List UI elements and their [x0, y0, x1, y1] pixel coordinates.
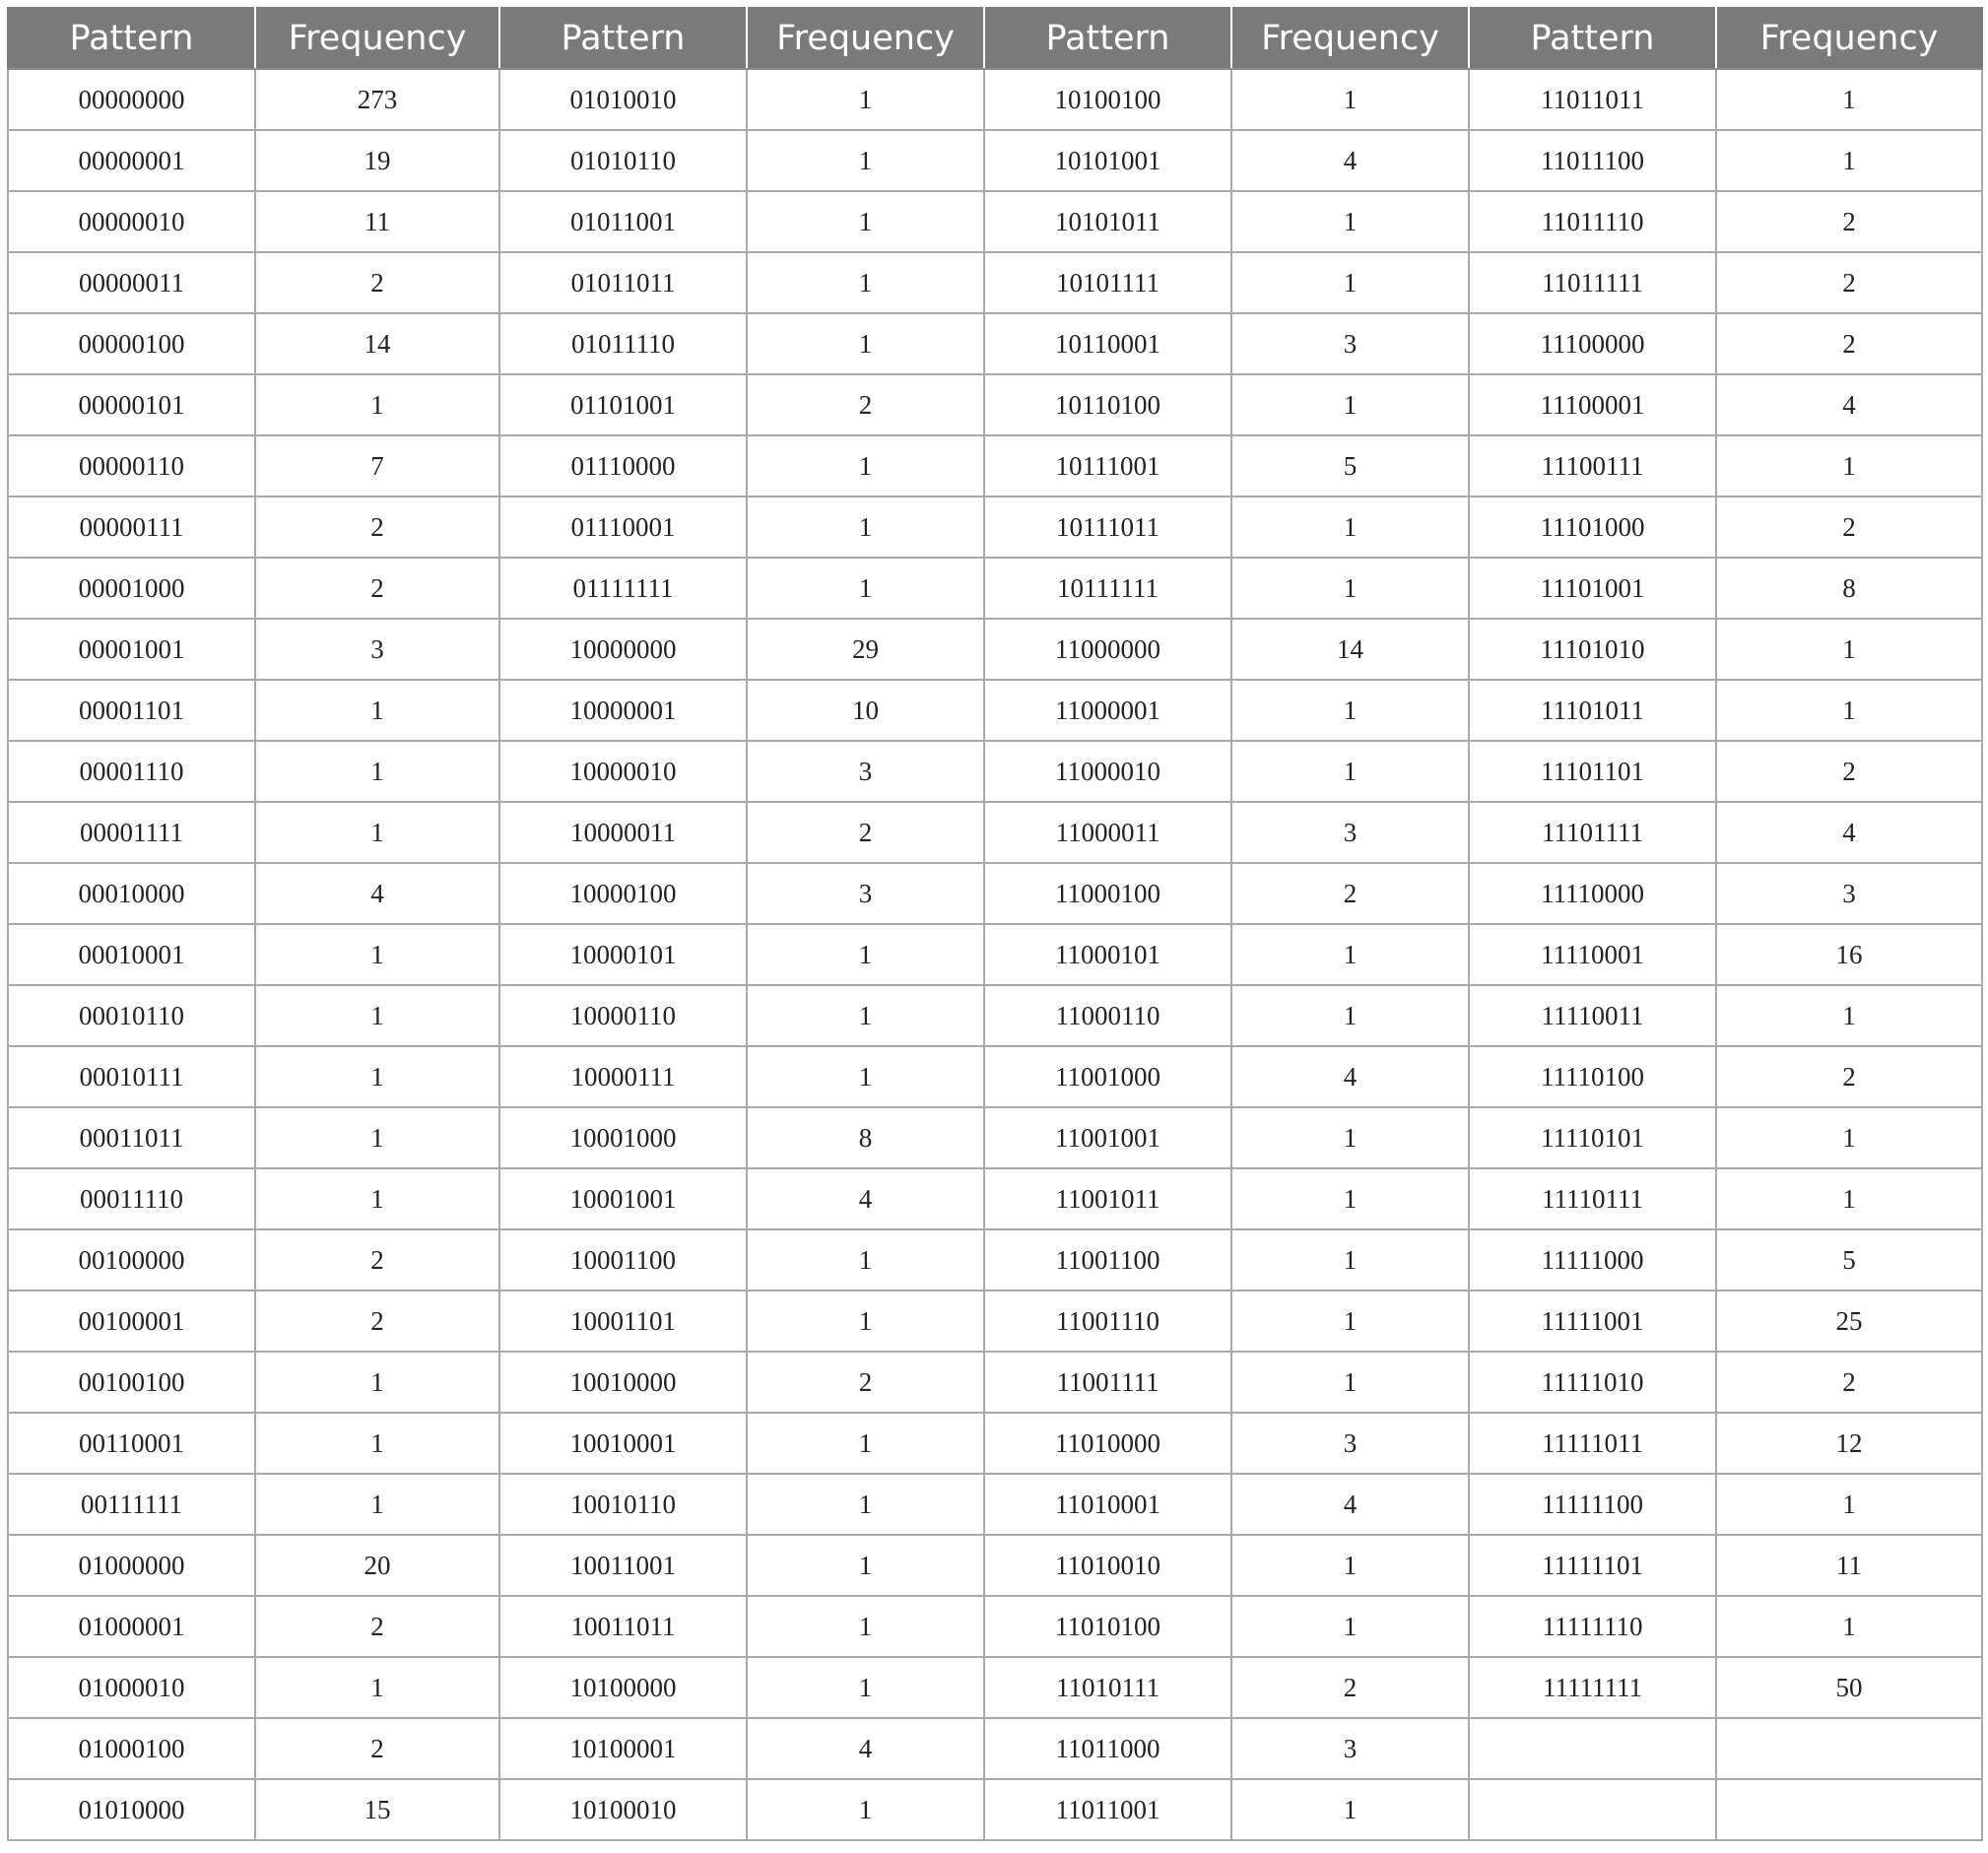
pattern-cell: 11000101 [984, 924, 1231, 985]
table-row [8, 1046, 1982, 1107]
frequency-cell: 15 [255, 1779, 499, 1840]
frequency-cell: 2 [1716, 1046, 1982, 1107]
table-row [8, 741, 1982, 802]
table-body [8, 69, 1982, 1840]
frequency-cell: 1 [747, 1657, 984, 1718]
pattern-cell: 11010100 [984, 1596, 1231, 1657]
pattern-cell: 11111101 [1469, 1535, 1716, 1596]
frequency-cell: 273 [255, 69, 499, 130]
pattern-cell: 11110111 [1469, 1168, 1716, 1229]
pattern-cell: 10001101 [499, 1290, 747, 1352]
frequency-cell: 12 [1716, 1413, 1982, 1474]
frequency-cell: 1 [747, 69, 984, 130]
pattern-cell: 00001000 [8, 558, 255, 619]
pattern-cell: 11011001 [984, 1779, 1231, 1840]
frequency-cell: 1 [255, 374, 499, 435]
pattern-cell: 11110001 [1469, 924, 1716, 985]
pattern-cell: 11100001 [1469, 374, 1716, 435]
pattern-cell: 11000000 [984, 619, 1231, 680]
pattern-cell: 11001111 [984, 1352, 1231, 1413]
table-row [8, 1779, 1982, 1840]
pattern-cell: 00011110 [8, 1168, 255, 1229]
pattern-cell: 10000001 [499, 680, 747, 741]
pattern-cell: 00010111 [8, 1046, 255, 1107]
frequency-cell: 7 [255, 435, 499, 496]
table-row [8, 924, 1982, 985]
pattern-cell: 11111010 [1469, 1352, 1716, 1413]
pattern-cell: 10101001 [984, 130, 1231, 191]
pattern-cell: 11001110 [984, 1290, 1231, 1352]
pattern-cell: 11101000 [1469, 496, 1716, 558]
frequency-cell: 1 [1231, 680, 1469, 741]
frequency-cell: 10 [747, 680, 984, 741]
frequency-cell: 2 [255, 252, 499, 313]
pattern-cell: 11000001 [984, 680, 1231, 741]
frequency-cell: 1 [1231, 558, 1469, 619]
frequency-cell: 1 [255, 802, 499, 863]
frequency-cell: 1 [1231, 1535, 1469, 1596]
pattern-cell [1469, 1779, 1716, 1840]
pattern-cell: 00001110 [8, 741, 255, 802]
frequency-cell: 16 [1716, 924, 1982, 985]
frequency-cell: 2 [747, 1352, 984, 1413]
frequency-cell: 2 [1716, 1352, 1982, 1413]
pattern-cell: 11010111 [984, 1657, 1231, 1718]
pattern-cell: 11101001 [1469, 558, 1716, 619]
table-header [8, 8, 1982, 69]
frequency-cell: 20 [255, 1535, 499, 1596]
table-row [8, 1718, 1982, 1779]
header-pattern: Pattern [984, 8, 1231, 69]
pattern-cell: 01000100 [8, 1718, 255, 1779]
frequency-cell: 1 [1231, 1168, 1469, 1229]
pattern-cell: 00111111 [8, 1474, 255, 1535]
pattern-cell: 01010000 [8, 1779, 255, 1840]
frequency-cell: 1 [747, 1046, 984, 1107]
pattern-cell: 11111111 [1469, 1657, 1716, 1718]
frequency-cell: 3 [1231, 1413, 1469, 1474]
frequency-cell: 1 [255, 1413, 499, 1474]
pattern-cell: 10010001 [499, 1413, 747, 1474]
frequency-cell: 2 [255, 1290, 499, 1352]
pattern-cell: 11010000 [984, 1413, 1231, 1474]
pattern-cell: 11011100 [1469, 130, 1716, 191]
table-row [8, 252, 1982, 313]
table-row [8, 435, 1982, 496]
frequency-cell: 1 [1716, 1596, 1982, 1657]
pattern-cell: 00011011 [8, 1107, 255, 1168]
frequency-cell: 1 [1231, 191, 1469, 252]
header-frequency: Frequency [747, 8, 984, 69]
frequency-cell: 4 [1231, 130, 1469, 191]
pattern-cell: 11111001 [1469, 1290, 1716, 1352]
frequency-cell: 1 [1716, 619, 1982, 680]
frequency-cell: 2 [255, 1596, 499, 1657]
frequency-cell: 1 [1716, 985, 1982, 1046]
frequency-cell: 2 [1716, 313, 1982, 374]
table-row [8, 1352, 1982, 1413]
frequency-cell: 1 [1231, 741, 1469, 802]
pattern-cell: 10100010 [499, 1779, 747, 1840]
frequency-cell: 29 [747, 619, 984, 680]
pattern-cell: 11110000 [1469, 863, 1716, 924]
frequency-cell: 3 [255, 619, 499, 680]
table-row [8, 1535, 1982, 1596]
pattern-cell: 10100000 [499, 1657, 747, 1718]
frequency-cell: 1 [255, 985, 499, 1046]
pattern-cell: 01111111 [499, 558, 747, 619]
frequency-cell: 2 [1716, 191, 1982, 252]
pattern-cell: 10000100 [499, 863, 747, 924]
table-row [8, 1168, 1982, 1229]
header-row [8, 8, 1982, 69]
pattern-cell [1469, 1718, 1716, 1779]
table-row [8, 558, 1982, 619]
pattern-cell: 10100100 [984, 69, 1231, 130]
frequency-cell: 1 [747, 435, 984, 496]
frequency-cell: 1 [1231, 1779, 1469, 1840]
pattern-cell: 10001001 [499, 1168, 747, 1229]
frequency-cell: 14 [1231, 619, 1469, 680]
pattern-frequency-table [7, 7, 1983, 1841]
frequency-cell: 1 [747, 558, 984, 619]
pattern-cell: 10111111 [984, 558, 1231, 619]
table-row [8, 1229, 1982, 1290]
frequency-cell [1716, 1779, 1982, 1840]
frequency-cell: 1 [1716, 69, 1982, 130]
table-row [8, 1657, 1982, 1718]
frequency-cell: 25 [1716, 1290, 1982, 1352]
frequency-cell: 1 [1231, 1352, 1469, 1413]
frequency-cell: 2 [1231, 1657, 1469, 1718]
frequency-cell: 1 [1716, 680, 1982, 741]
table-row [8, 619, 1982, 680]
header-frequency: Frequency [1716, 8, 1982, 69]
frequency-cell: 1 [255, 1168, 499, 1229]
pattern-cell: 11011110 [1469, 191, 1716, 252]
pattern-cell: 11101111 [1469, 802, 1716, 863]
pattern-cell: 11000110 [984, 985, 1231, 1046]
pattern-cell: 00000011 [8, 252, 255, 313]
frequency-cell: 3 [1231, 313, 1469, 374]
table-row [8, 313, 1982, 374]
frequency-cell: 1 [1231, 374, 1469, 435]
frequency-cell: 1 [1716, 435, 1982, 496]
frequency-cell: 3 [1716, 863, 1982, 924]
pattern-cell: 00001001 [8, 619, 255, 680]
frequency-cell [1716, 1718, 1982, 1779]
pattern-cell: 11111100 [1469, 1474, 1716, 1535]
table-row [8, 496, 1982, 558]
pattern-cell: 10111011 [984, 496, 1231, 558]
table-row [8, 680, 1982, 741]
frequency-cell: 3 [747, 741, 984, 802]
pattern-cell: 01000001 [8, 1596, 255, 1657]
frequency-cell: 8 [1716, 558, 1982, 619]
frequency-cell: 1 [1231, 1229, 1469, 1290]
pattern-cell: 00000100 [8, 313, 255, 374]
pattern-cell: 10101011 [984, 191, 1231, 252]
frequency-cell: 1 [1231, 69, 1469, 130]
pattern-cell: 11111000 [1469, 1229, 1716, 1290]
pattern-cell: 10111001 [984, 435, 1231, 496]
pattern-cell: 11000011 [984, 802, 1231, 863]
pattern-cell: 10001000 [499, 1107, 747, 1168]
pattern-cell: 11101101 [1469, 741, 1716, 802]
pattern-cell: 01000010 [8, 1657, 255, 1718]
pattern-cell: 00001111 [8, 802, 255, 863]
frequency-cell: 50 [1716, 1657, 1982, 1718]
frequency-cell: 2 [747, 374, 984, 435]
frequency-cell: 3 [747, 863, 984, 924]
pattern-cell: 10000110 [499, 985, 747, 1046]
pattern-cell: 10011011 [499, 1596, 747, 1657]
frequency-cell: 1 [1716, 1168, 1982, 1229]
header-frequency: Frequency [255, 8, 499, 69]
pattern-cell: 00100100 [8, 1352, 255, 1413]
pattern-cell: 11010010 [984, 1535, 1231, 1596]
pattern-cell: 11000100 [984, 863, 1231, 924]
pattern-cell: 01011001 [499, 191, 747, 252]
frequency-cell: 1 [255, 924, 499, 985]
frequency-cell: 1 [747, 1413, 984, 1474]
pattern-cell: 10000010 [499, 741, 747, 802]
frequency-cell: 2 [255, 496, 499, 558]
frequency-cell: 2 [1716, 496, 1982, 558]
pattern-cell: 11101011 [1469, 680, 1716, 741]
pattern-cell: 11001011 [984, 1168, 1231, 1229]
frequency-cell: 11 [255, 191, 499, 252]
frequency-cell: 1 [255, 1046, 499, 1107]
frequency-cell: 2 [255, 1718, 499, 1779]
pattern-cell: 11100111 [1469, 435, 1716, 496]
frequency-cell: 2 [1716, 252, 1982, 313]
pattern-cell: 00001101 [8, 680, 255, 741]
frequency-cell: 1 [747, 924, 984, 985]
table-row [8, 985, 1982, 1046]
pattern-cell: 10010000 [499, 1352, 747, 1413]
frequency-cell: 1 [255, 1107, 499, 1168]
frequency-cell: 1 [1231, 1290, 1469, 1352]
frequency-cell: 2 [255, 558, 499, 619]
table-row [8, 69, 1982, 130]
pattern-cell: 00000001 [8, 130, 255, 191]
pattern-cell: 10000101 [499, 924, 747, 985]
pattern-cell: 00000000 [8, 69, 255, 130]
pattern-cell: 10000111 [499, 1046, 747, 1107]
frequency-cell: 11 [1716, 1535, 1982, 1596]
table-row [8, 1474, 1982, 1535]
pattern-cell: 11001001 [984, 1107, 1231, 1168]
pattern-cell: 11111110 [1469, 1596, 1716, 1657]
frequency-cell: 1 [747, 313, 984, 374]
pattern-cell: 00000010 [8, 191, 255, 252]
pattern-cell: 11010001 [984, 1474, 1231, 1535]
pattern-cell: 00000111 [8, 496, 255, 558]
frequency-cell: 1 [747, 1229, 984, 1290]
pattern-cell: 11110100 [1469, 1046, 1716, 1107]
frequency-cell: 4 [747, 1168, 984, 1229]
pattern-cell: 00000110 [8, 435, 255, 496]
pattern-cell: 11110101 [1469, 1107, 1716, 1168]
frequency-cell: 1 [747, 130, 984, 191]
frequency-cell: 1 [255, 680, 499, 741]
header-frequency: Frequency [1231, 8, 1469, 69]
frequency-cell: 1 [747, 191, 984, 252]
frequency-cell: 1 [747, 1290, 984, 1352]
frequency-cell: 1 [1231, 924, 1469, 985]
frequency-cell: 2 [1716, 741, 1982, 802]
table-row [8, 863, 1982, 924]
frequency-cell: 4 [1231, 1046, 1469, 1107]
table-row [8, 1413, 1982, 1474]
frequency-cell: 4 [255, 863, 499, 924]
pattern-cell: 01010010 [499, 69, 747, 130]
frequency-cell: 5 [1716, 1229, 1982, 1290]
pattern-cell: 00100001 [8, 1290, 255, 1352]
pattern-cell: 01000000 [8, 1535, 255, 1596]
frequency-cell: 1 [747, 1474, 984, 1535]
frequency-cell: 1 [255, 1352, 499, 1413]
pattern-cell: 00010110 [8, 985, 255, 1046]
frequency-cell: 19 [255, 130, 499, 191]
pattern-cell: 10000000 [499, 619, 747, 680]
pattern-cell: 11001100 [984, 1229, 1231, 1290]
pattern-cell: 11000010 [984, 741, 1231, 802]
frequency-cell: 2 [255, 1229, 499, 1290]
table-row [8, 802, 1982, 863]
pattern-cell: 00010000 [8, 863, 255, 924]
frequency-cell: 1 [747, 1535, 984, 1596]
table-row [8, 374, 1982, 435]
pattern-cell: 00010001 [8, 924, 255, 985]
pattern-cell: 10110100 [984, 374, 1231, 435]
pattern-cell: 10000011 [499, 802, 747, 863]
frequency-cell: 1 [1716, 1107, 1982, 1168]
table-row [8, 1290, 1982, 1352]
pattern-cell: 11101010 [1469, 619, 1716, 680]
frequency-cell: 1 [1716, 1474, 1982, 1535]
pattern-cell: 10101111 [984, 252, 1231, 313]
pattern-cell: 01110000 [499, 435, 747, 496]
pattern-cell: 01010110 [499, 130, 747, 191]
frequency-cell: 1 [255, 1657, 499, 1718]
pattern-cell: 11100000 [1469, 313, 1716, 374]
pattern-cell: 10100001 [499, 1718, 747, 1779]
frequency-cell: 1 [747, 985, 984, 1046]
header-pattern: Pattern [499, 8, 747, 69]
table-row [8, 130, 1982, 191]
frequency-cell: 1 [255, 1474, 499, 1535]
frequency-cell: 1 [255, 741, 499, 802]
frequency-cell: 4 [747, 1718, 984, 1779]
pattern-cell: 00100000 [8, 1229, 255, 1290]
frequency-cell: 1 [747, 1596, 984, 1657]
table-row [8, 1107, 1982, 1168]
pattern-cell: 01011110 [499, 313, 747, 374]
frequency-cell: 5 [1231, 435, 1469, 496]
pattern-cell: 00000101 [8, 374, 255, 435]
pattern-cell: 01101001 [499, 374, 747, 435]
pattern-cell: 10010110 [499, 1474, 747, 1535]
pattern-cell: 01011011 [499, 252, 747, 313]
frequency-cell: 2 [747, 802, 984, 863]
pattern-cell: 10001100 [499, 1229, 747, 1290]
frequency-cell: 1 [1231, 496, 1469, 558]
frequency-cell: 3 [1231, 1718, 1469, 1779]
header-pattern: Pattern [8, 8, 255, 69]
frequency-cell: 1 [1231, 252, 1469, 313]
frequency-cell: 1 [1231, 1107, 1469, 1168]
frequency-cell: 4 [1716, 374, 1982, 435]
frequency-cell: 4 [1231, 1474, 1469, 1535]
frequency-cell: 1 [1231, 1596, 1469, 1657]
pattern-cell: 11011111 [1469, 252, 1716, 313]
frequency-cell: 14 [255, 313, 499, 374]
frequency-cell: 3 [1231, 802, 1469, 863]
pattern-cell: 11001000 [984, 1046, 1231, 1107]
frequency-cell: 8 [747, 1107, 984, 1168]
frequency-cell: 1 [747, 252, 984, 313]
frequency-cell: 1 [1231, 985, 1469, 1046]
pattern-cell: 01110001 [499, 496, 747, 558]
frequency-cell: 2 [1231, 863, 1469, 924]
table-row [8, 191, 1982, 252]
frequency-cell: 4 [1716, 802, 1982, 863]
pattern-cell: 10011001 [499, 1535, 747, 1596]
table-row [8, 1596, 1982, 1657]
pattern-cell: 10110001 [984, 313, 1231, 374]
pattern-cell: 11011000 [984, 1718, 1231, 1779]
pattern-cell: 11110011 [1469, 985, 1716, 1046]
pattern-cell: 11011011 [1469, 69, 1716, 130]
header-pattern: Pattern [1469, 8, 1716, 69]
frequency-cell: 1 [747, 496, 984, 558]
pattern-cell: 00110001 [8, 1413, 255, 1474]
pattern-cell: 11111011 [1469, 1413, 1716, 1474]
frequency-cell: 1 [747, 1779, 984, 1840]
frequency-cell: 1 [1716, 130, 1982, 191]
